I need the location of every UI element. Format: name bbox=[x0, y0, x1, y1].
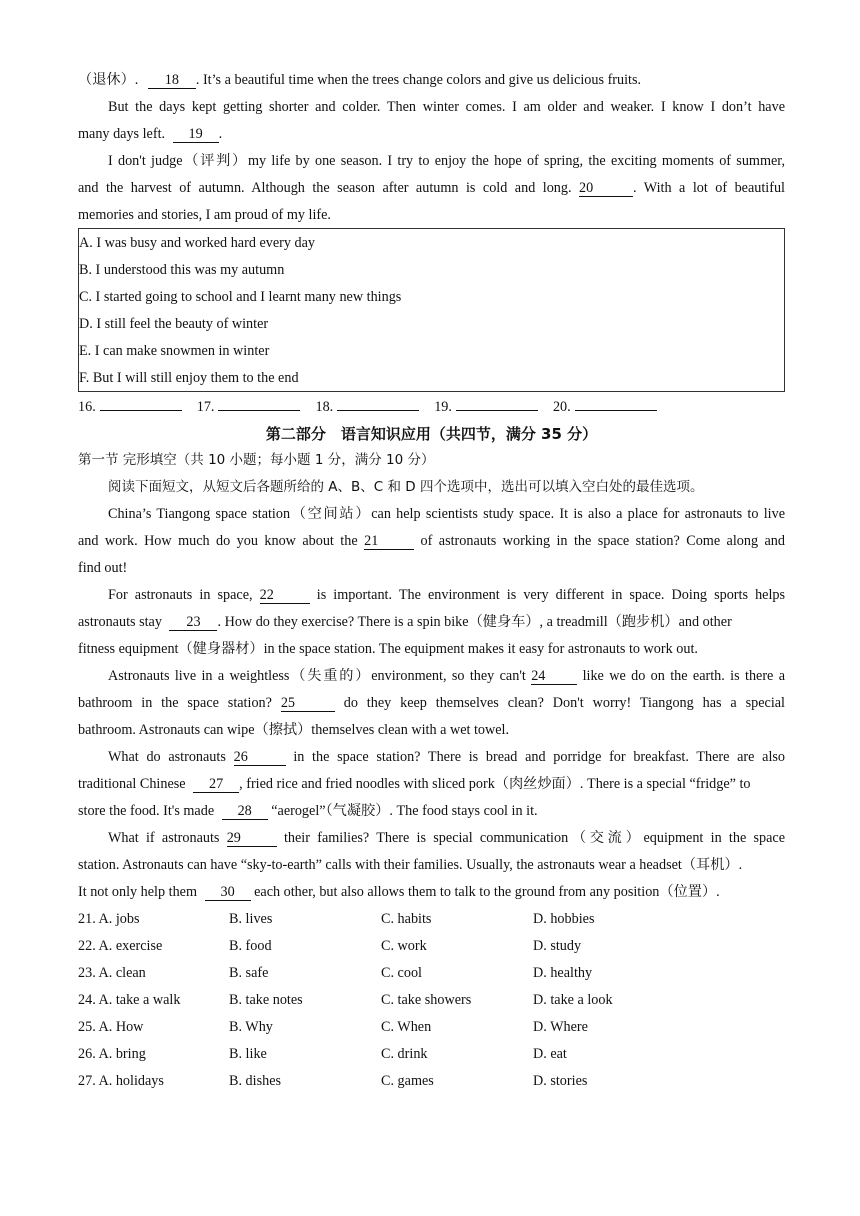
section1-heading: 第一节 完形填空（共 10 小题；每小题 1 分，满分 10 分） bbox=[78, 452, 435, 468]
choice-a[interactable]: 26. A. bring bbox=[78, 1046, 146, 1062]
choice-c[interactable]: C. cool bbox=[381, 965, 422, 981]
text: . With a lot of beautiful bbox=[633, 180, 785, 196]
blank-22[interactable]: 22 bbox=[260, 587, 310, 604]
option-f: F. But I will still enjoy them to the end bbox=[79, 370, 299, 386]
passage1-line bbox=[78, 71, 785, 89]
blank-21[interactable]: 21 bbox=[364, 533, 414, 550]
choice-d[interactable]: D. study bbox=[533, 938, 582, 954]
option-e: E. I can make snowmen in winter bbox=[79, 343, 270, 359]
blank-29[interactable]: 29 bbox=[227, 830, 277, 847]
choice-a[interactable]: 24. A. take a walk bbox=[78, 992, 181, 1008]
blank-25[interactable]: 25 bbox=[281, 695, 335, 712]
choice-d[interactable]: D. hobbies bbox=[533, 911, 595, 927]
passage2-line: store the food. It's made 28 “aerogel”（气凝胶）. The food stays cool in it. bbox=[78, 803, 538, 819]
blank-28[interactable]: 28 bbox=[222, 803, 268, 820]
option-c: C. I started going to school and I learnt many new things bbox=[79, 289, 402, 305]
choice-a[interactable]: 22. A. exercise bbox=[78, 938, 163, 954]
passage2-line: What do astronauts 26 in the space station? There is bread and porridge for breakfast. There are also bbox=[108, 749, 786, 765]
options-box bbox=[78, 228, 785, 392]
choice-c[interactable]: C. habits bbox=[381, 911, 432, 927]
passage2-line: For astronauts in space, 22 is important. The environment is very different in space. Doing sports helps bbox=[108, 587, 786, 603]
choice-b[interactable]: B. food bbox=[229, 938, 272, 954]
choice-d[interactable]: D. stories bbox=[533, 1073, 588, 1089]
passage2-line: and work. How much do you know about the 21 of astronauts working in the space station? Come along and bbox=[78, 533, 785, 549]
passage1-line bbox=[78, 179, 785, 197]
text: . bbox=[218, 126, 223, 142]
blank-20[interactable]: 20 bbox=[579, 180, 633, 197]
blank-24[interactable]: 24 bbox=[531, 668, 577, 685]
passage2-line: Astronauts live in a weightless（失重的）environment, so they can't 24 like we do on the earth. is there a bbox=[108, 668, 786, 684]
choice-b[interactable]: B. safe bbox=[229, 965, 269, 981]
passage2-line: bathroom. Astronauts can wipe（擦拭）themselves clean with a wet towel. bbox=[78, 722, 510, 738]
passage2-line: traditional Chinese 27 , fried rice and fried noodles with sliced pork（肉丝炒面）. There is a special “fridge” to bbox=[78, 776, 751, 792]
answer-slot[interactable]: 18. bbox=[315, 397, 419, 416]
option-d: D. I still feel the beauty of winter bbox=[79, 316, 269, 332]
choice-a[interactable]: 23. A. clean bbox=[78, 965, 146, 981]
choice-d[interactable]: D. take a look bbox=[533, 992, 613, 1008]
text: （退休）. bbox=[78, 72, 139, 88]
passage1-line bbox=[78, 125, 785, 143]
answer-line bbox=[218, 397, 300, 411]
passage2-line: What if astronauts 29 their families? There is special communication（交流）equipment in the space bbox=[108, 830, 786, 846]
passage2-line: China’s Tiangong space station（空间站）can help scientists study space. It is also a place for astronauts to live bbox=[108, 506, 785, 522]
passage2-line: It not only help them 30 each other, but also allows them to talk to the ground from any position（位置）. bbox=[78, 884, 720, 900]
blank-23[interactable]: 23 bbox=[169, 614, 217, 631]
choice-b[interactable]: B. dishes bbox=[229, 1073, 282, 1089]
instruction: 阅读下面短文，从短文后各题所给的 A、B、C 和 D 四个选项中，选出可以填入空白处的最佳选项。 bbox=[108, 479, 704, 495]
answer-line bbox=[337, 397, 419, 411]
answer-slot[interactable]: 16. bbox=[78, 397, 182, 416]
passage1-line: memories and stories, I am proud of my life. bbox=[78, 207, 331, 223]
blank-19[interactable]: 19 bbox=[173, 126, 219, 143]
choice-d[interactable]: D. Where bbox=[533, 1019, 588, 1035]
blank-26[interactable]: 26 bbox=[234, 749, 286, 766]
choice-b[interactable]: B. like bbox=[229, 1046, 267, 1062]
blank-27[interactable]: 27 bbox=[193, 776, 239, 793]
choice-a[interactable]: 25. A. How bbox=[78, 1019, 144, 1035]
answer-slot[interactable]: 19. bbox=[434, 397, 538, 416]
blank-30[interactable]: 30 bbox=[205, 884, 251, 901]
choice-b[interactable]: B. Why bbox=[229, 1019, 273, 1035]
passage1-line: But the days kept getting shorter and colder. Then winter comes. I am older and weaker. I know I don’t have bbox=[108, 99, 785, 115]
passage2-line: fitness equipment（健身器材）in the space station. The equipment makes it easy for astronauts to work out. bbox=[78, 641, 698, 657]
choice-d[interactable]: D. healthy bbox=[533, 965, 593, 981]
answer-slot[interactable]: 17. bbox=[197, 397, 301, 416]
choice-b[interactable]: B. lives bbox=[229, 911, 273, 927]
answer-line bbox=[456, 397, 538, 411]
option-b: B. I understood this was my autumn bbox=[79, 262, 285, 278]
option-a: A. I was busy and worked hard every day bbox=[79, 235, 315, 251]
answer-line bbox=[100, 397, 182, 411]
passage1-line: I don't judge（评判）my life by one season. I try to enjoy the hope of spring, the exciting moments of summer, bbox=[108, 153, 785, 169]
passage2-line: station. Astronauts can have “sky-to-earth” calls with their families. Usually, the astronauts wear a headset（耳机）. bbox=[78, 857, 743, 873]
choice-c[interactable]: C. games bbox=[381, 1073, 434, 1089]
choice-c[interactable]: C. take showers bbox=[381, 992, 472, 1008]
blank-18[interactable]: 18 bbox=[148, 72, 196, 89]
text: . It’s a beautiful time when the trees change colors and give us delicious fruits. bbox=[195, 72, 642, 88]
choice-c[interactable]: C. When bbox=[381, 1019, 432, 1035]
passage2-line: find out! bbox=[78, 560, 128, 576]
text: many days left. bbox=[78, 126, 166, 142]
choice-b[interactable]: B. take notes bbox=[229, 992, 303, 1008]
passage2-line: bathroom in the space station? 25 do they keep themselves clean? Don't worry! Tiangong has a special bbox=[78, 695, 786, 711]
answer-row bbox=[78, 397, 672, 416]
choice-d[interactable]: D. eat bbox=[533, 1046, 567, 1062]
answer-slot[interactable]: 20. bbox=[553, 397, 657, 416]
text: and the harvest of autumn. Although the season after autumn is cold and long. bbox=[78, 180, 572, 196]
choice-c[interactable]: C. drink bbox=[381, 1046, 428, 1062]
choice-a[interactable]: 21. A. jobs bbox=[78, 911, 140, 927]
passage2-line: astronauts stay 23 . How do they exercise? There is a spin bike（健身车）, a treadmill（跑步机）and other bbox=[78, 614, 732, 630]
choice-a[interactable]: 27. A. holidays bbox=[78, 1073, 164, 1089]
part2-title: 第二部分 语言知识应用（共四节，满分 35 分） bbox=[265, 425, 598, 443]
choice-c[interactable]: C. work bbox=[381, 938, 427, 954]
answer-line bbox=[575, 397, 657, 411]
